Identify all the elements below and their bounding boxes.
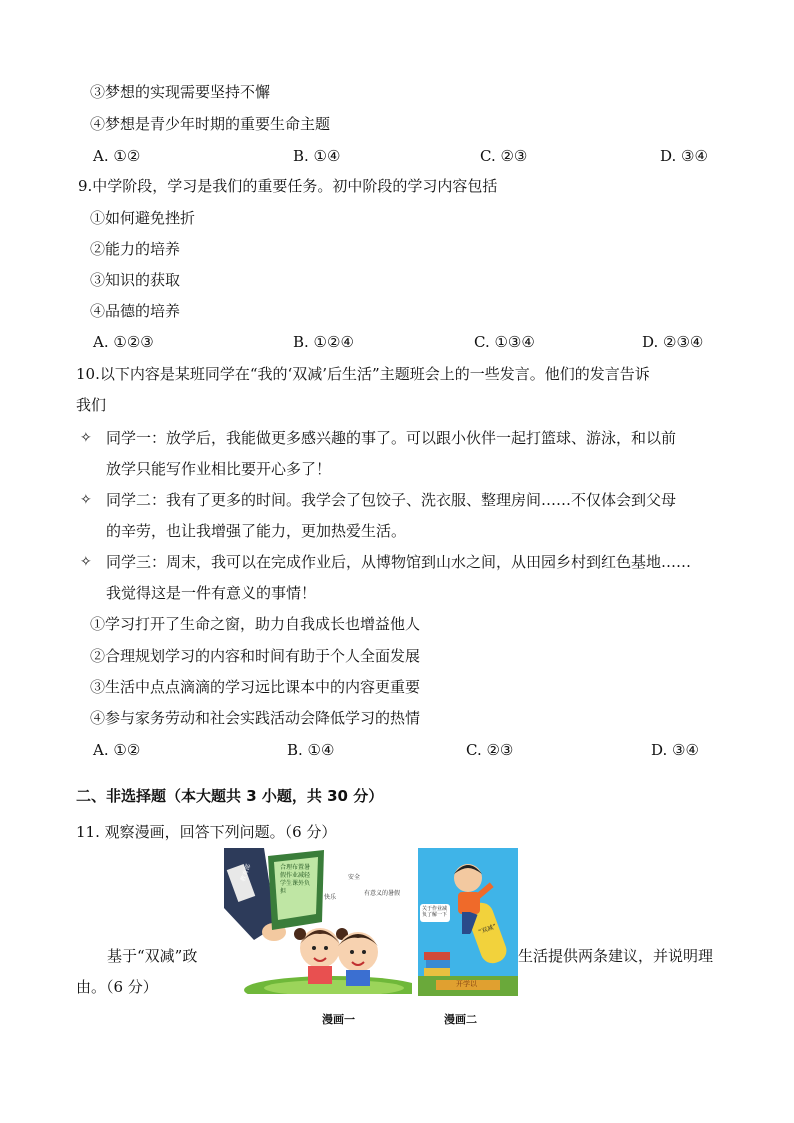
q10-student1-line2: 放学只能写作业相比要开心多了！ [106, 460, 332, 478]
q10-student2-line1: 同学二：我有了更多的时间。我学会了包饺子、洗衣服、整理房间……不仅体会到父母 [106, 491, 677, 509]
cartoon-two-ground: 开学以 [456, 980, 477, 988]
cartoon-two [418, 848, 518, 996]
q11-ask-left: 基于“双减”政 [107, 947, 198, 965]
bullet-icon: ✧ [80, 492, 92, 508]
cartoon-one [224, 848, 412, 994]
q8-option-a: A. ①② [93, 147, 141, 165]
q10-option-c: C. ②③ [466, 741, 514, 759]
cartoon-two-board: “双减” [477, 923, 498, 936]
cartoon-one-sign: 合理布置暑假作业减轻学生课外负担 [280, 864, 311, 895]
q10-student2-line2: 的辛劳，也让我增强了能力，更加热爱生活。 [106, 522, 407, 540]
q10-item-1: ①学习打开了生命之窗，助力自我成长也增益他人 [90, 615, 421, 633]
q9-item-3: ③知识的获取 [90, 271, 181, 289]
q10-item-2: ②合理规划学习的内容和时间有助于个人全面发展 [90, 647, 421, 665]
cartoon-one-caption: 漫画一 [322, 1013, 355, 1026]
cartoon-one-word-1: 安全 [348, 874, 361, 881]
q9-stem: 9.中学阶段，学习是我们的重要任务。初中阶段的学习内容包括 [78, 177, 498, 195]
q10-stem-line1: 10.以下内容是某班同学在“我的‘双减’后生活”主题班会上的一些发言。他们的发言告诉 [76, 365, 650, 383]
q10-stem-line2: 我们 [76, 396, 107, 414]
q10-option-b: B. ①④ [287, 741, 335, 759]
q9-option-b: B. ①②④ [293, 333, 354, 351]
q9-item-1: ①如何避免挫折 [90, 209, 196, 227]
cartoon-one-sleeve-label: 教育部 [239, 863, 253, 883]
cartoon-one-illustration [224, 848, 412, 994]
q8-option-c: C. ②③ [480, 147, 528, 165]
q9-option-a: A. ①②③ [93, 333, 154, 351]
cartoon-one-word-2: 快乐 [324, 894, 337, 901]
cartoon-two-bubble: 关于作业减负了解一下 [422, 906, 448, 918]
cartoon-one-word-3: 有意义的暑假 [364, 890, 401, 897]
cartoon-two-illustration [418, 848, 518, 996]
section-title-main: 二、非选择题 [76, 787, 167, 805]
section-title-note: （本大题共 3 小题，共 30 分） [166, 787, 384, 805]
q11-ask-right: 生活提供两条建议，并说明理 [518, 947, 714, 965]
q10-student1-line1: 同学一：放学后，我能做更多感兴趣的事了。可以跟小伙伴一起打篮球、游泳，和以前 [106, 429, 677, 447]
q10-option-a: A. ①② [93, 741, 141, 759]
q11-stem: 11. 观察漫画，回答下列问题。（6 分） [76, 823, 337, 841]
q10-student3-line1: 同学三：周末，我可以在完成作业后，从博物馆到山水之间，从田园乡村到红色基地…… [106, 553, 692, 571]
bullet-icon: ✧ [80, 430, 92, 446]
bullet-icon: ✧ [80, 554, 92, 570]
q8-option-d: D. ③④ [660, 147, 708, 165]
q8-item-4: ④梦想是青少年时期的重要生命主题 [90, 115, 331, 133]
q9-item-4: ④品德的培养 [90, 302, 181, 320]
q10-option-d: D. ③④ [651, 741, 699, 759]
q9-option-d: D. ②③④ [642, 333, 704, 351]
q8-option-b: B. ①④ [293, 147, 341, 165]
q10-item-3: ③生活中点点滴滴的学习远比课本中的内容更重要 [90, 678, 421, 696]
q11-ask-line2: 由。（6 分） [76, 978, 158, 996]
q10-item-4: ④参与家务劳动和社会实践活动会降低学习的热情 [90, 709, 421, 727]
section-title [76, 786, 383, 806]
q9-item-2: ②能力的培养 [90, 240, 181, 258]
q8-item-3: ③梦想的实现需要坚持不懈 [90, 83, 271, 101]
q10-student3-line2: 我觉得这是一件有意义的事情！ [106, 584, 317, 602]
q9-option-c: C. ①③④ [474, 333, 535, 351]
cartoon-two-caption: 漫画二 [444, 1013, 477, 1026]
